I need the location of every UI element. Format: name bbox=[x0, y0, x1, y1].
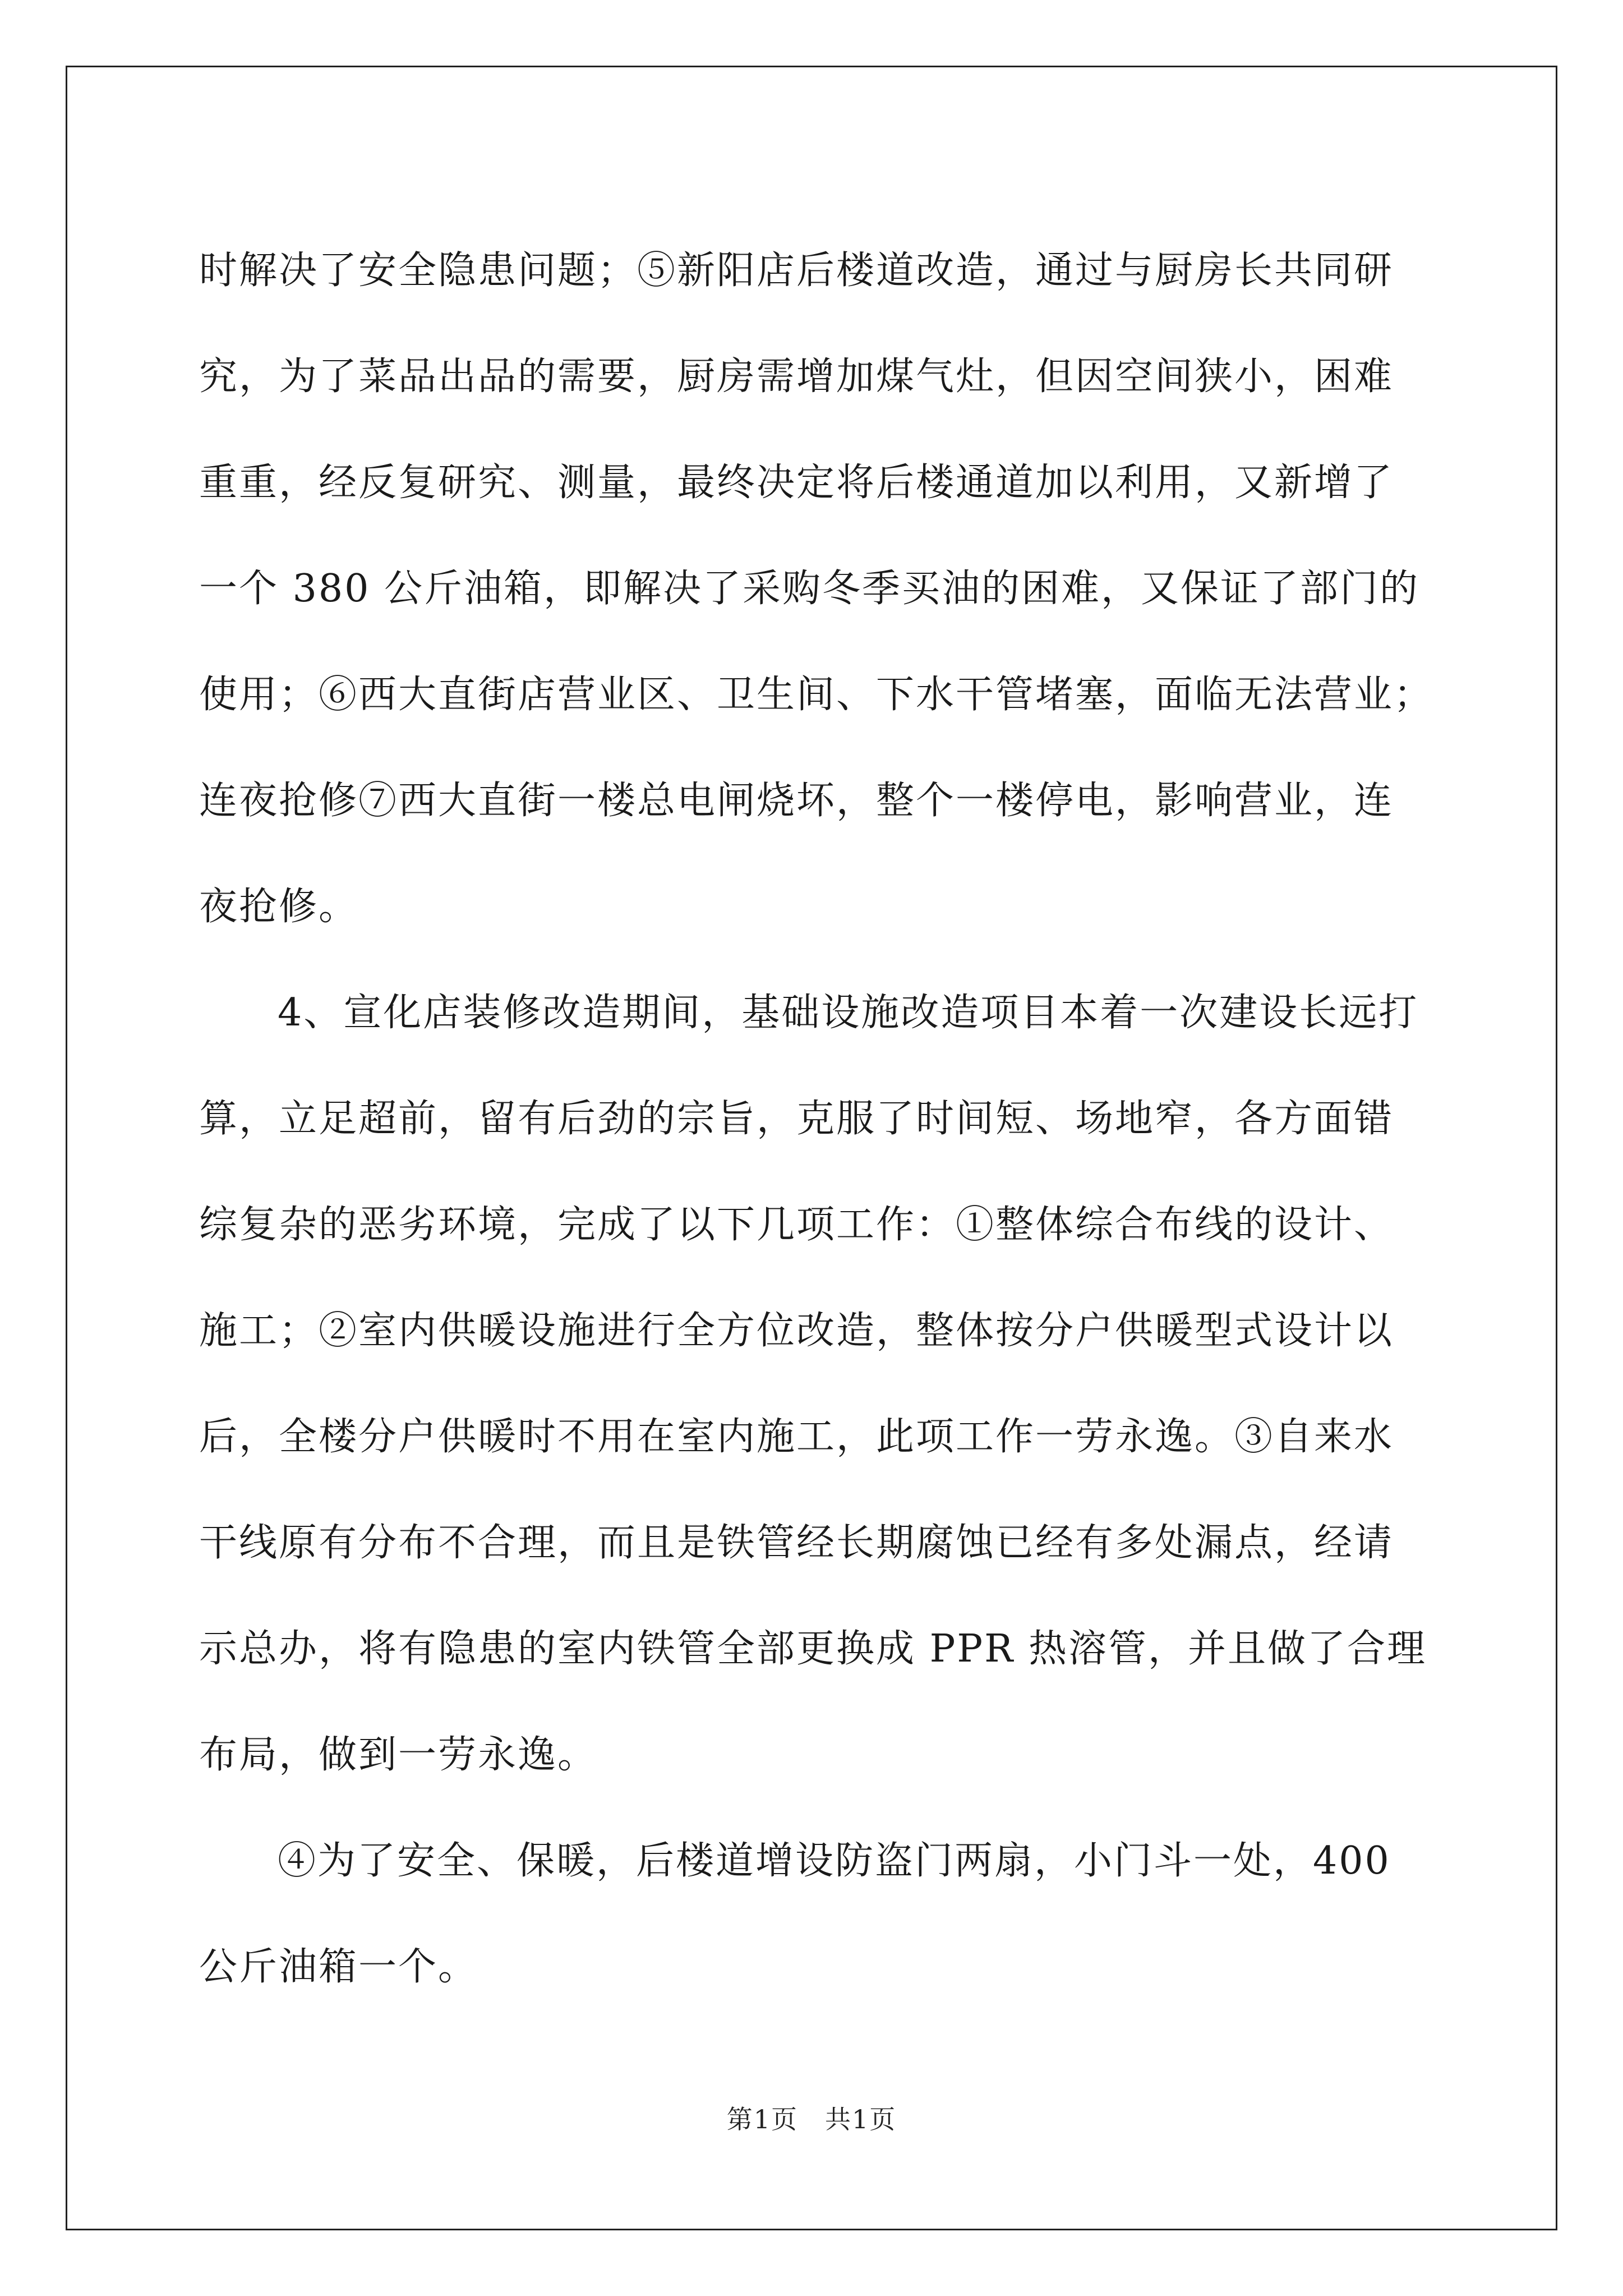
text-line: 算，立足超前，留有后劲的宗旨，克服了时间短、场地窄，各方面错 bbox=[199, 1097, 1394, 1141]
text-line: 使用；⑥西大直街店营业区、卫生间、下水干管堵塞，面临无法营业； bbox=[199, 673, 1434, 717]
paragraph-3 bbox=[199, 1808, 1433, 2020]
text-line: 时解决了安全隐患问题；⑤新阳店后楼道改造，通过与厨房长共同研 bbox=[199, 249, 1394, 293]
text-line: 后，全楼分户供暖时不用在室内施工，此项工作一劳永逸。③自来水 bbox=[199, 1415, 1394, 1459]
text-line: 布局，做到一劳永逸。 bbox=[199, 1733, 598, 1777]
paragraph-1 bbox=[199, 218, 1433, 960]
text-line: 综复杂的恶劣环境，完成了以下几项工作：①整体综合布线的设计、 bbox=[199, 1203, 1394, 1247]
text-line: 示总办，将有隐患的室内铁管全部更换成 PPR 热溶管，并且做了合理 bbox=[199, 1627, 1427, 1671]
text-line: 公斤油箱一个。 bbox=[199, 1945, 478, 1989]
text-line: 4、宣化店装修改造期间，基础设施改造项目本着一次建设长远打 bbox=[278, 991, 1419, 1035]
text-line: 施工；②室内供暖设施进行全方位改造，整体按分户供暖型式设计以 bbox=[199, 1309, 1394, 1353]
text-line: 连夜抢修⑦西大直街一楼总电闸烧坏，整个一楼停电，影响营业，连 bbox=[199, 779, 1394, 823]
paragraph-2 bbox=[199, 960, 1433, 1808]
document-body bbox=[199, 218, 1433, 2020]
text-line: ④为了安全、保暖，后楼道增设防盗门两扇，小门斗一处，400 bbox=[278, 1839, 1391, 1883]
text-line: 究，为了菜品出品的需要，厨房需增加煤气灶，但因空间狭小，困难 bbox=[199, 355, 1394, 399]
page-number-footer: 第1页 共1页 bbox=[726, 2104, 897, 2134]
text-line: 干线原有分布不合理，而且是铁管经长期腐蚀已经有多处漏点，经请 bbox=[199, 1521, 1394, 1565]
text-line: 夜抢修。 bbox=[199, 885, 359, 929]
text-line: 一个 380 公斤油箱，即解决了采购冬季买油的困难，又保证了部门的 bbox=[199, 567, 1420, 611]
text-line: 重重，经反复研究、测量，最终决定将后楼通道加以利用，又新增了 bbox=[199, 461, 1394, 505]
